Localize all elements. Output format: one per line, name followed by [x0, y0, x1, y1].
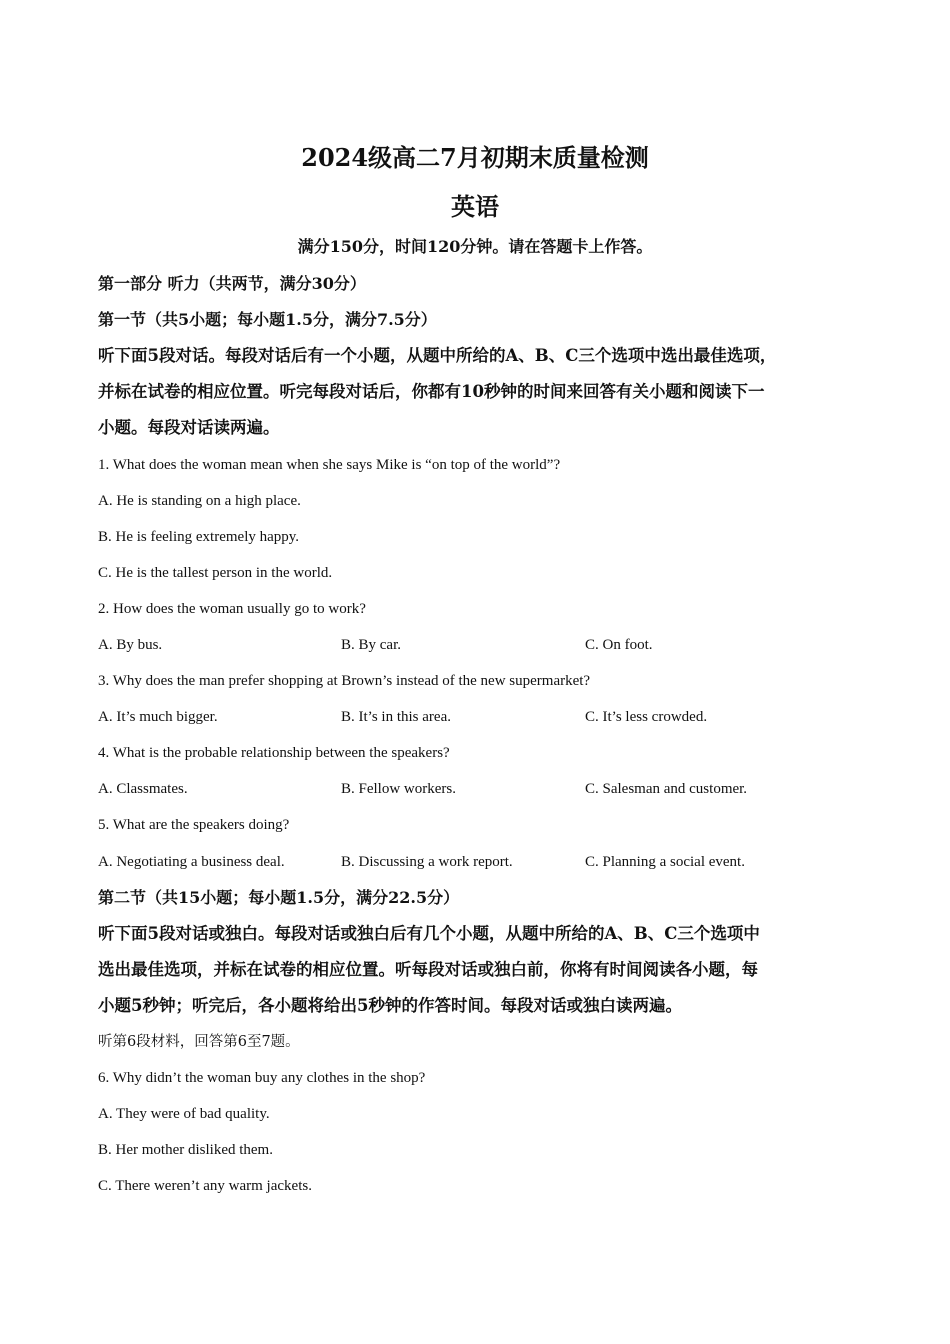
question-1-option-b: B. He is feeling extremely happy. — [98, 529, 300, 545]
exam-meta: 满分150分，时间120分钟。请在答题卡上作答。 — [297, 237, 653, 256]
question-6-stem: 6. Why didn’t the woman buy any clothes in the shop? — [98, 1070, 426, 1086]
question-6-option-b: B. Her mother disliked them. — [98, 1142, 273, 1158]
question-4-option-a: A. Classmates. — [98, 781, 188, 797]
question-1-option-a: A. He is standing on a high place. — [98, 493, 301, 509]
question-6-option-a: A. They were of bad quality. — [98, 1106, 270, 1122]
question-4-option-c: C. Salesman and customer. — [585, 781, 748, 797]
section1-instruction-line-3: 小题。每段对话读两遍。 — [98, 418, 280, 437]
question-3-stem: 3. Why does the man prefer shopping at Brown’s instead of the new supermarket? — [98, 673, 591, 689]
section2-instruction-line-3: 小题5秒钟；听完后，各小题将给出5秒钟的作答时间。每段对话或独白读两遍。 — [98, 996, 682, 1015]
question-5-option-a: A. Negotiating a business deal. — [98, 854, 285, 870]
section1-instruction-line-1: 听下面5段对话。每段对话后有一个小题，从题中所给的A、B、C三个选项中选出最佳选项， — [98, 346, 777, 365]
question-4-stem: 4. What is the probable relationship between the speakers? — [98, 745, 450, 761]
question-3-option-b: B. It’s in this area. — [341, 709, 451, 725]
question-3-option-c: C. It’s less crowded. — [585, 709, 708, 725]
part1-heading: 第一部分 听力（共两节，满分30分） — [98, 274, 366, 293]
material-note: 听第6段材料，回答第6至7题。 — [98, 1034, 300, 1050]
question-2-option-b: B. By car. — [341, 637, 401, 653]
exam-subject: 英语 — [451, 192, 499, 221]
question-2-option-a: A. By bus. — [98, 637, 163, 653]
question-4-option-b: B. Fellow workers. — [341, 781, 456, 797]
question-1-option-c: C. He is the tallest person in the world. — [98, 565, 333, 581]
question-3-option-a: A. It’s much bigger. — [98, 709, 218, 725]
exam-title: 2024级高二7月初期末质量检测 — [301, 143, 649, 172]
question-2-option-c: C. On foot. — [585, 637, 653, 653]
question-5-option-b: B. Discussing a work report. — [341, 854, 513, 870]
question-6-option-c: C. There weren’t any warm jackets. — [98, 1178, 312, 1194]
section1-instruction-line-2: 并标在试卷的相应位置。听完每段对话后，你都有10秒钟的时间来回答有关小题和阅读下一 — [98, 382, 765, 401]
question-1-stem: 1. What does the woman mean when she says Mike is “on top of the world”? — [98, 457, 561, 473]
question-5-option-c: C. Planning a social event. — [585, 854, 745, 870]
section2-instruction-line-1: 听下面5段对话或独白。每段对话或独白后有几个小题，从题中所给的A、B、C三个选项中 — [98, 924, 760, 943]
question-2-stem: 2. How does the woman usually go to work? — [98, 601, 366, 617]
section2-heading: 第二节（共15小题；每小题1.5分，满分22.5分） — [98, 888, 460, 907]
section2-instruction-line-2: 选出最佳选项，并标在试卷的相应位置。听每段对话或独白前，你将有时间阅读各小题，每 — [98, 960, 758, 979]
section1-heading: 第一节（共5小题；每小题1.5分，满分7.5分） — [98, 310, 437, 329]
question-5-stem: 5. What are the speakers doing? — [98, 817, 290, 833]
